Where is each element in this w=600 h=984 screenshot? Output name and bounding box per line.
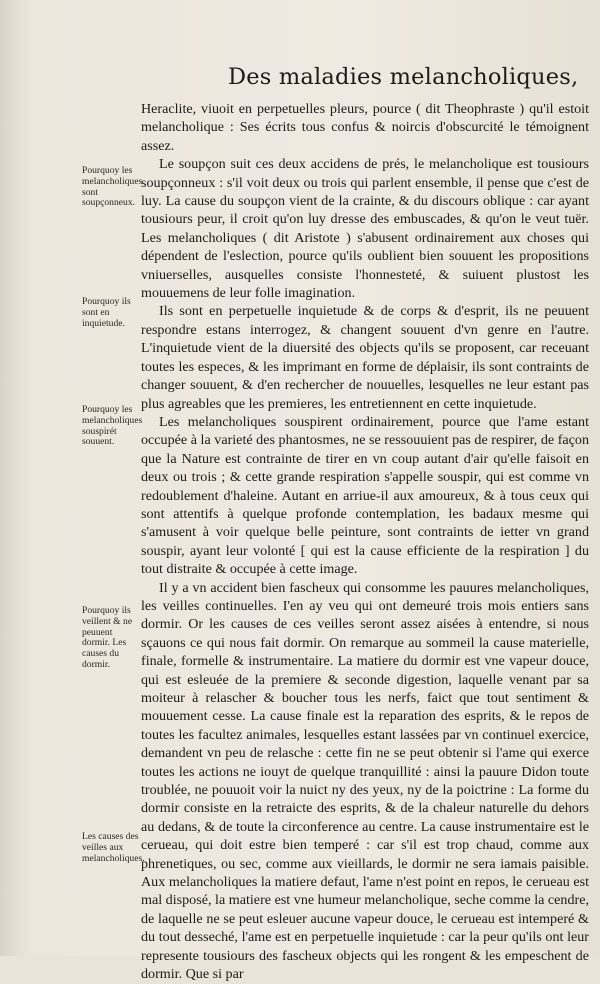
paragraph-veilles: Il y a vn accident bien fascheux qui consomme les pauures melancholiques, les veilles continuelles. I'en ay veu qui ont demeuré trois mois entiers sans dormir. Or les causes de ces veilles seront assez aisées à entendre, si nous sçauons ce qui nous fait dormir. On remarque au sommeil la cause materielle, finale, formelle & instrumentaire. La matiere du dormir est vne vapeur douce, qui est esleuée de la premiere & seconde digestion, laquelle venant par sa moiteur à relascher & boucher tous les nerfs, faict que tout sentiment & mouuement cesse. La cause finale est la reparation des esprits, & le repos de toutes les facultez animales, lesquelles estant lassées par vn continuel exercice, demandent vn peu de relasche : cette fin ne se peut obtenir si l'ame qui exerce toutes les actions ne iouyt de quelque tranquillité : ainsi la pauure Didon toute troublée, ne pouuoit voir la nuict ny des yeux, ny de la poictrine : La forme du dormir consiste en la retraicte des esprits, & de la chaleur naturelle du dehors au dedans, & de toute la circonference au centre. La cause instrumentaire est le cerueau, qui doit estre bien temperé : car s'il est trop chaud, comme aux phrenetiques, ou sec, comme aux vieillards, le dormir ne sera iamais paisible. Aux melancholiques la matiere defaut, l'ame n'est point en repos, le cerueau est mal disposé, la matiere est vne humeur melancholique, seche comme la cendre, de laquelle ne se peut esleuer aucune vapeur douce, le cerueau est intemperé & du tout desseché, l'ame est en perpetuelle inquietude : car la peur qu'ils ont leur represente tousiours des fascheux objects qui les rongent & les empeschent de dormir. Que si par: [141, 579, 589, 983]
page-title: Des maladies melancholiques,: [228, 64, 579, 90]
margin-note-inquietude: Pourquoy ils sont en inquietude.: [82, 296, 131, 329]
body-text: [141, 100, 589, 984]
paragraph-inquietude: Ils sont en perpetuelle inquietude & de corps & d'esprit, ils ne peuuent respondre estans interrogez, & changent souuent d'vn genre en l'autre. L'inquietude vient de la diuersité des objects qu'ils se proposent, car receuant toutes les especes, & les imprimant en forme de déplaisir, ils sont contraints de changer souuent, & d'en rechercher de nouuelles, lesquelles ne leur estant pas plus agreables que les premieres, les entretiennent en cette inquietude.: [141, 303, 589, 412]
margin-note-soupconneux: Pourquoy les melancholiques sont soupçonneux.: [82, 165, 143, 209]
paragraph-souspir: Les melancholiques souspirent ordinairement, pource que l'ame estant occupée à la varieté des phantosmes, ne se ressouuient pas de respirer, de façon que la Nature est contrainte de tirer en vn coup autant d'air qu'elle faisoit en deux ou trois ; & cette grande respiration s'appelle souspir, qui est comme vn redoublement d'haleine. Autant en arriue-il aux amoureux, & à tous ceux qui sont attentifs à quelque profonde contemplation, les badaux mesme qui s'amusent à voir quelque belle peinture, sont contraints de ietter vn grand souspir, ayant leur volonté [ qui est la cause efficiente de la respiration ] du tout distraite & occupée à cette image.: [141, 413, 589, 578]
paragraph-soupcon: Le soupçon suit ces deux accidens de prés, le melancholique est tousiours soupçonneux : s'il voit deux ou trois qui parlent ensemble, il pense que c'est de luy. La cause du soupçon vient de la crainte, & du discours oblique : car ayant tousiours peur, il croit qu'on luy dresse des embuscades, & qu'on le veut tuër. Les melancholiques ( dit Aristote ) s'abusent ordinairement aux choses qui dépendent de l'eslection, pource qu'ils oublient bien souuent les propositions vniuerselles, ausquelles consiste l'honnesteté, & suiuent plustost les mouuemens de leur folle imagination.: [141, 156, 589, 302]
margin-note-dormir: Pourquoy ils veillent & ne peuuent dormir. Les causes du dormir.: [82, 605, 133, 670]
margin-note-souspirent: Pourquoy les melancholiques souspirét souuent.: [82, 404, 143, 448]
paragraph-heraclite: Heraclite, viuoit en perpetuelles pleurs, pource ( dit Theophraste ) qu'il estoit melancholique : Ses écrits tous confus & noircis d'obscurcité le témoignent assez.: [141, 101, 589, 154]
margin-note-veilles: Les causes des veilles aux melancholiques.: [82, 831, 145, 864]
